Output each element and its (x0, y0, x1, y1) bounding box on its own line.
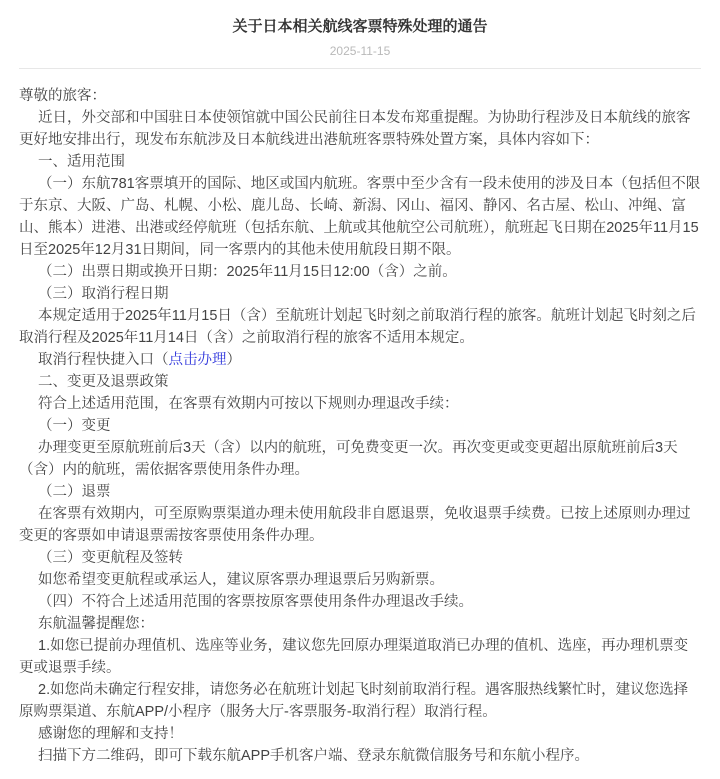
page-title: 关于日本相关航线客票特殊处理的通告 (232, 18, 488, 35)
clause-1-3-heading: （三）取消行程日期 (38, 286, 169, 302)
reminder-item-2: 2.如您尚未确定行程安排，请您务必在航班计划起飞时刻前取消行程。遇客服热线繁忙时，建议您选择原购票渠道、东航APP/小程序（服务大厅-客票服务-取消行程）取消行程。 (19, 682, 689, 720)
intro-paragraph: 近日，外交部和中国驻日本使领馆就中国公民前往日本发布郑重提醒。为协助行程涉及日本航线的旅客更好地安排出行，现发布东航涉及日本航线进出港航班客票特殊处置方案，具体内容如下： (19, 110, 691, 148)
clause-1-2: （二）出票日期或换开日期：2025年11月15日12:00（含）之前。 (38, 264, 457, 280)
cancel-shortcut-prefix: 取消行程快捷入口（ (38, 352, 169, 368)
clause-2-3-detail: 如您希望变更航程或承运人，建议原客票办理退票后另购新票。 (38, 572, 444, 588)
clause-2-4: （四）不符合上述适用范围的客票按原客票使用条件办理退改手续。 (38, 594, 473, 610)
cancel-shortcut-line (19, 349, 701, 371)
thanks-line: 感谢您的理解和支持！ (38, 726, 183, 742)
publish-date: 2025-11-15 (329, 44, 391, 58)
clause-2-1-detail: 办理变更至原航班前后3天（含）以内的航班，可免费变更一次。再次变更或变更超出原航班前后3天（含）内的航班，需依据客票使用条件办理。 (19, 440, 678, 478)
qrcode-hint: 扫描下方二维码，即可下载东航APP手机客户端、登录东航微信服务号和东航小程序。 (38, 748, 590, 764)
policy-intro: 符合上述适用范围，在客票有效期内可按以下规则办理退改手续： (38, 396, 459, 412)
reminder-heading: 东航温馨提醒您： (38, 616, 154, 632)
section-2-heading: 二、变更及退票政策 (38, 374, 169, 390)
divider (19, 68, 701, 69)
clause-2-1-heading: （一）变更 (38, 418, 111, 434)
clause-2-2-heading: （二）退票 (38, 484, 111, 500)
cancel-shortcut-suffix: ） (226, 352, 241, 368)
clause-1-3-detail: 本规定适用于2025年11月15日（含）至航班计划起飞时刻之前取消行程的旅客。航班计划起飞时刻之后取消行程及2025年11月14日（含）之前取消行程的旅客不适用本规定。 (19, 308, 696, 346)
salutation: 尊敬的旅客： (19, 88, 106, 104)
cancel-trip-link[interactable]: 点击办理 (168, 352, 227, 368)
clause-1-1: （一）东航781客票填开的国际、地区或国内航班。客票中至少含有一段未使用的涉及日本（包括但不限于东京、大阪、广岛、札幌、小松、鹿儿岛、长崎、新潟、冈山、福冈、静冈、名古屋、松山、冲绳、富山、熊本）进港、出港或经停航班（包括东航、上航或其他航空公司航班），航班起飞日期在2025年11月15日至2025年12月31日期间，同一客票内的其他未使用航段日期不限。 (19, 176, 701, 258)
reminder-item-1: 1.如您已提前办理值机、选座等业务，建议您先回原办理渠道取消已办理的值机、选座，再办理机票变更或退票手续。 (19, 638, 689, 676)
clause-2-2-detail: 在客票有效期内，可至原购票渠道办理未使用航段非自愿退票，免收退票手续费。已按上述原则办理过变更的客票如申请退票需按客票使用条件办理。 (19, 506, 691, 544)
clause-2-3-heading: （三）变更航程及签转 (38, 550, 183, 566)
section-1-heading: 一、适用范围 (38, 154, 125, 170)
notice-body (19, 85, 701, 767)
